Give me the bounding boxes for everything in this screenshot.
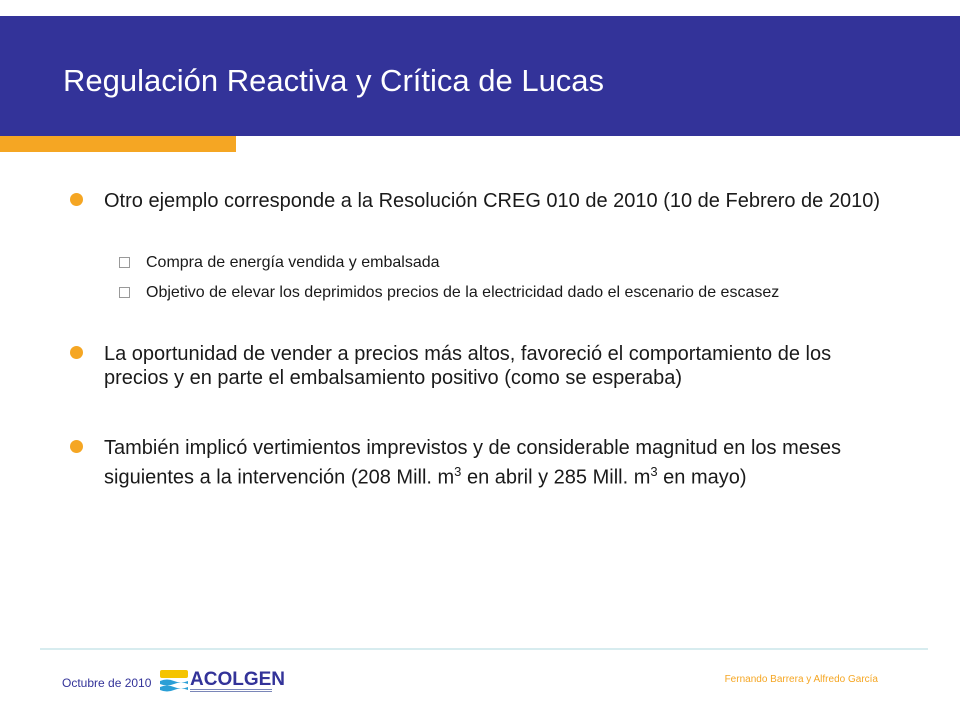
logo-tagline-lines bbox=[190, 689, 272, 692]
bullet-3-text-b: en abril y 285 Mill. m bbox=[461, 466, 651, 489]
bullet-3-text-a: También implicó vertimientos imprevistos y de considerable magnitud en los meses siguientes a la intervención (208 Mill. m bbox=[104, 437, 841, 489]
bullet-dot-icon bbox=[70, 346, 83, 359]
bullet-2: La oportunidad de vender a precios más altos, favoreció el comportamiento de los precios y en parte el embalsamiento positivo (como se esperaba) bbox=[104, 343, 832, 389]
logo-text: ACOLGEN bbox=[190, 669, 285, 690]
bullet-3-text-c: en mayo) bbox=[657, 466, 747, 489]
footer-divider bbox=[40, 648, 928, 650]
sub-bullet-square-icon bbox=[119, 257, 130, 268]
footer-authors: Fernando Barrera y Alfredo García bbox=[724, 674, 878, 685]
logo-wave-icon bbox=[160, 670, 188, 694]
superscript-3: 3 bbox=[650, 464, 658, 479]
accent-bar bbox=[0, 136, 236, 152]
bullet-dot-icon bbox=[70, 193, 83, 206]
acolgen-logo bbox=[160, 668, 285, 698]
bullet-1: Otro ejemplo corresponde a la Resolución CREG 010 de 2010 (10 de Febrero de 2010) bbox=[104, 190, 881, 212]
footer-date: Octubre de 2010 bbox=[62, 676, 152, 690]
bullet-dot-icon bbox=[70, 440, 83, 453]
sub-bullet-2: Objetivo de elevar los deprimidos precios de la electricidad dado el escenario de escasez bbox=[146, 284, 780, 301]
sub-bullet-1: Compra de energía vendida y embalsada bbox=[146, 254, 440, 271]
bullet-3 bbox=[104, 436, 894, 490]
sub-bullet-square-icon bbox=[119, 287, 130, 298]
superscript-3: 3 bbox=[454, 464, 462, 479]
slide-title: Regulación Reactiva y Crítica de Lucas bbox=[63, 63, 605, 98]
